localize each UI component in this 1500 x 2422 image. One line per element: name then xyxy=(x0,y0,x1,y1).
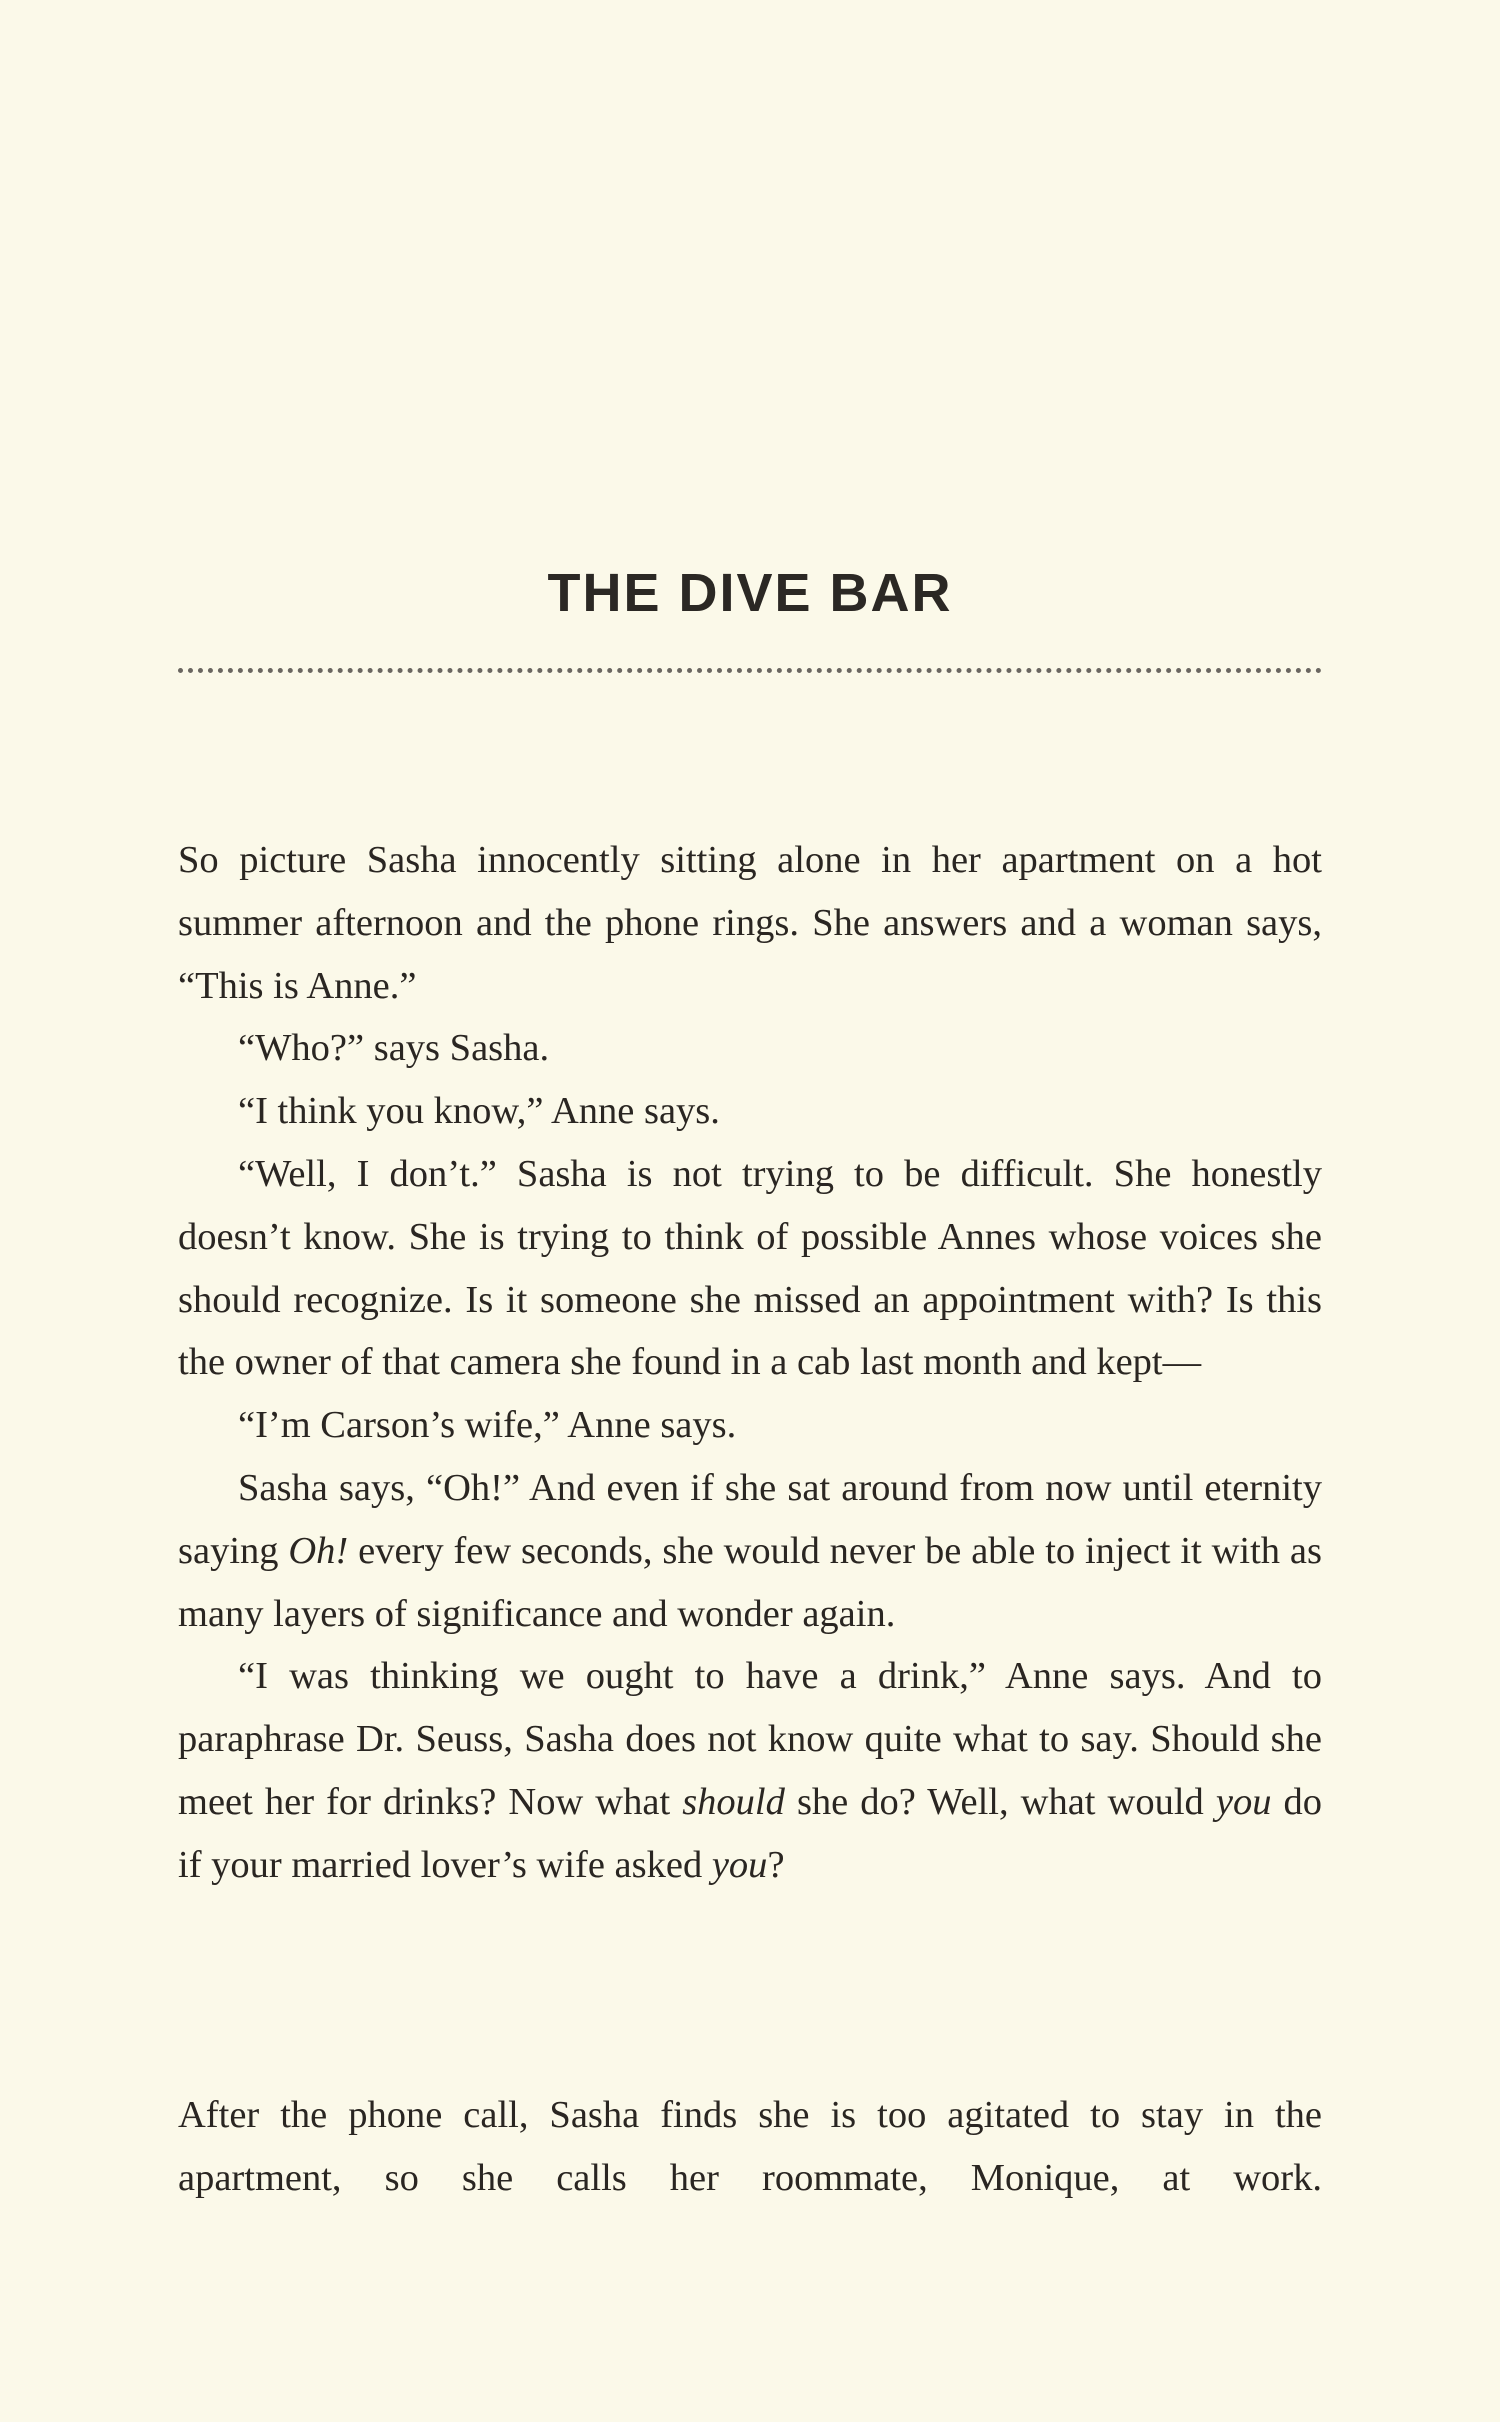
paragraph xyxy=(178,1394,1322,1457)
paragraph xyxy=(178,1080,1322,1143)
text-run: “I was thinking we ought to have a drink,” Anne says. And to paraphrase Dr. Seuss, Sasha does not know quite what to say. Should she meet her for drinks? Now what xyxy=(178,1655,1322,1823)
paragraph xyxy=(178,2084,1322,2210)
section-2-text xyxy=(178,2084,1322,2210)
text-run: do if your married lover’s wife asked xyxy=(178,1780,1323,1886)
italic-run: you xyxy=(1215,1780,1272,1823)
text-run: “Who?” says Sasha. xyxy=(238,1027,550,1070)
text-run: ? xyxy=(767,1843,785,1886)
text-run: “Well, I don’t.” Sasha is not trying to be difficult. She honestly doesn’t know. She is trying to think of possible Annes whose voices she should recognize. Is it someone she missed an appointment with? Is this the owner of that camera she found in a cab last month and kept— xyxy=(178,1152,1322,1384)
italic-run: Oh! xyxy=(288,1529,349,1572)
text-run: After the phone call, Sasha finds she is too agitated to stay in the apartment, so she calls her roommate, Monique, at work. xyxy=(178,2094,1322,2199)
text-run: every few seconds, she would never be able to inject it with as many layers of significance and wonder again. xyxy=(178,1529,1322,1635)
text-run: “I think you know,” Anne says. xyxy=(238,1090,720,1133)
chapter-title: THE DIVE BAR xyxy=(547,563,953,623)
section-1-text xyxy=(178,829,1322,1897)
text-run: she do? Well, what would xyxy=(784,1780,1216,1823)
text-run: “I’m Carson’s wife,” Anne says. xyxy=(238,1404,737,1447)
paragraph xyxy=(178,829,1322,1017)
paragraph xyxy=(178,1645,1322,1896)
paragraph xyxy=(178,1017,1322,1080)
text-run: Sasha says, “Oh!” And even if she sat around from now until eternity saying xyxy=(178,1466,1322,1572)
italic-run: you xyxy=(711,1843,768,1886)
text-run: So picture Sasha innocently sitting alone in her apartment on a hot summer afternoon and the phone rings. She answers and a woman says, “This is Anne.” xyxy=(178,839,1322,1007)
dotted-divider xyxy=(178,668,1322,673)
paragraph xyxy=(178,1143,1322,1394)
paragraph xyxy=(178,1457,1322,1645)
italic-run: should xyxy=(682,1780,785,1823)
